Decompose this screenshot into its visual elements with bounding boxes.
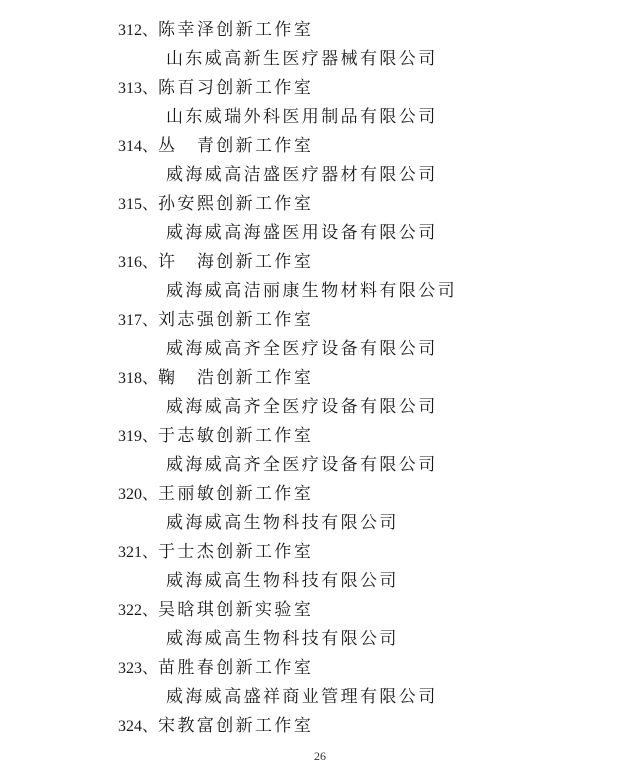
list-item [0, 14, 640, 72]
studio-name: 王丽敏创新工作室 [158, 484, 314, 504]
entry-title [118, 250, 313, 274]
entry-title [118, 598, 313, 622]
entry-title [118, 366, 313, 390]
studio-name: 刘志强创新工作室 [158, 310, 314, 330]
page-number: 26 [314, 749, 326, 763]
studio-name: 陈百习创新工作室 [158, 78, 314, 98]
entry-number: 318、 [118, 370, 159, 387]
entry-number: 319、 [118, 428, 159, 445]
entry-number: 313、 [118, 80, 159, 97]
studio-name: 吴晗琪创新实验室 [158, 600, 314, 620]
organization-name: 威海威高盛祥商业管理有限公司 [166, 687, 438, 707]
organization-name: 威海威高洁丽康生物材料有限公司 [166, 281, 457, 301]
entry-title [118, 76, 313, 100]
entry-title [118, 482, 313, 506]
organization-name: 威海威高生物科技有限公司 [166, 513, 399, 533]
list-item [0, 188, 640, 246]
organization-name: 威海威高齐全医疗设备有限公司 [166, 339, 438, 359]
entry-number: 320、 [118, 486, 159, 503]
list-item [0, 130, 640, 188]
organization-name: 威海威高海盛医用设备有限公司 [166, 223, 438, 243]
studio-name: 苗胜春创新工作室 [158, 658, 314, 678]
entry-number: 314、 [118, 138, 159, 155]
list-item [0, 304, 640, 362]
entry-number: 321、 [118, 544, 159, 561]
entry-title [118, 424, 313, 448]
list-item [0, 246, 640, 304]
organization-name: 威海威高生物科技有限公司 [166, 571, 399, 591]
entry-number: 315、 [118, 196, 159, 213]
organization-name: 威海威高齐全医疗设备有限公司 [166, 397, 438, 417]
studio-name: 孙安熙创新工作室 [158, 194, 314, 214]
organization-name: 威海威高生物科技有限公司 [166, 629, 399, 649]
entry-number: 323、 [118, 660, 159, 677]
entry-title [118, 656, 313, 680]
entry-title [118, 192, 313, 216]
organization-name: 山东威高新生医疗器械有限公司 [166, 49, 438, 69]
list-item [0, 594, 640, 652]
organization-name: 威海威高洁盛医疗器材有限公司 [166, 165, 438, 185]
list-item [0, 536, 640, 594]
entry-number: 322、 [118, 602, 159, 619]
list-item [0, 478, 640, 536]
entry-title [118, 540, 313, 564]
entry-number: 324、 [118, 718, 159, 735]
list-item [0, 362, 640, 420]
list-item [0, 652, 640, 710]
studio-name: 于士杰创新工作室 [158, 542, 314, 562]
studio-name: 陈幸泽创新工作室 [158, 20, 314, 40]
entry-number: 317、 [118, 312, 159, 329]
entry-title [118, 18, 313, 42]
entry-title [118, 714, 313, 738]
entry-number: 312、 [118, 22, 159, 39]
list-item [0, 72, 640, 130]
list-item [0, 420, 640, 478]
studio-name: 丛 青创新工作室 [158, 136, 314, 156]
organization-name: 山东威瑞外科医用制品有限公司 [166, 107, 438, 127]
organization-name: 威海威高齐全医疗设备有限公司 [166, 455, 438, 475]
studio-name: 宋教富创新工作室 [158, 716, 314, 736]
entry-list [0, 14, 640, 768]
entry-number: 316、 [118, 254, 159, 271]
entry-title [118, 308, 313, 332]
studio-name: 许 海创新工作室 [158, 252, 314, 272]
entry-title [118, 134, 313, 158]
studio-name: 于志敏创新工作室 [158, 426, 314, 446]
studio-name: 鞠 浩创新工作室 [158, 368, 314, 388]
